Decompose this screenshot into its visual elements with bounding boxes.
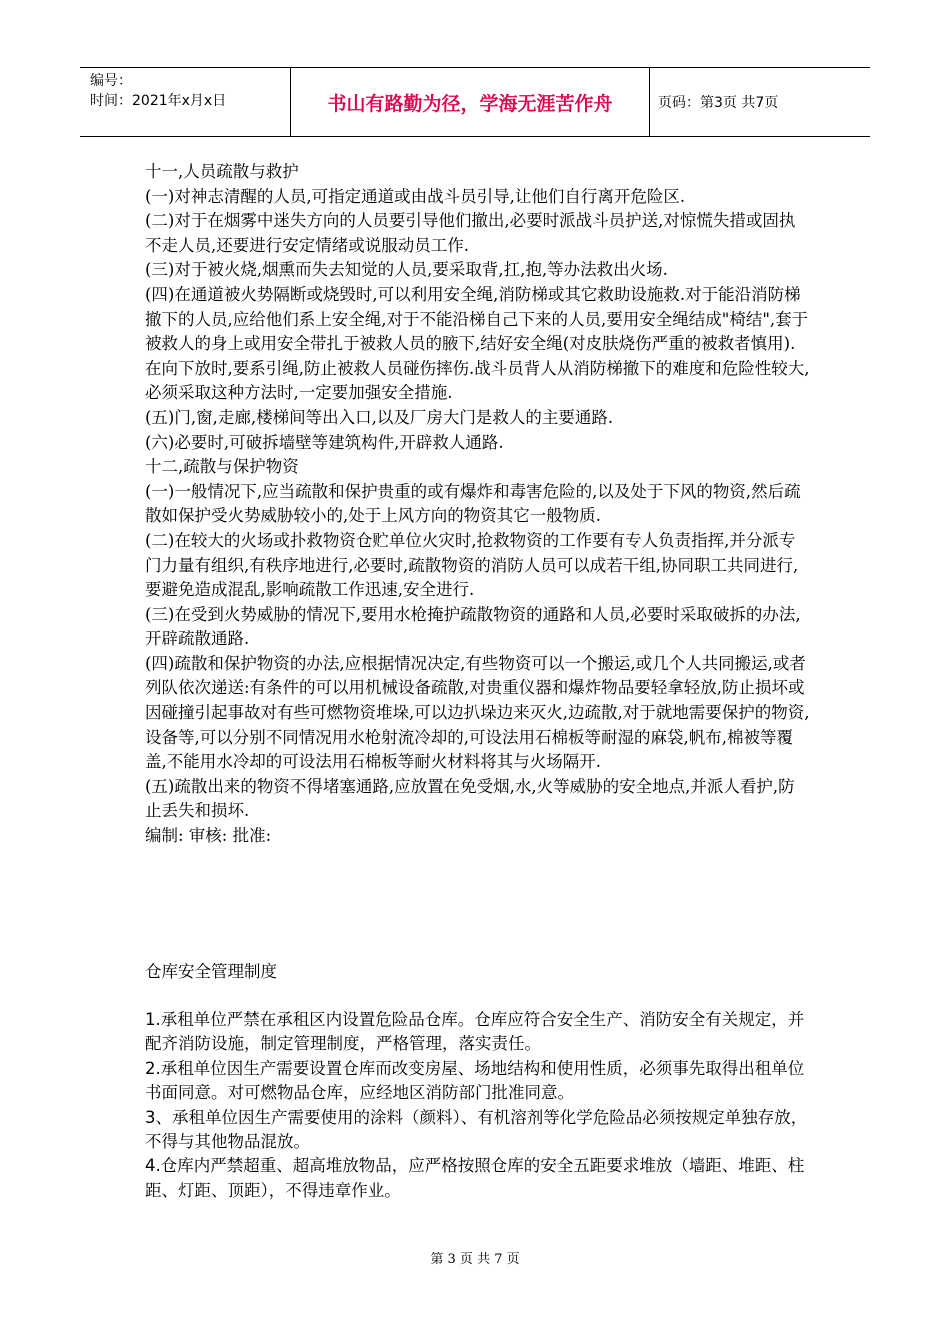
paragraph: (一)一般情况下,应当疏散和保护贵重的或有爆炸和毒害危险的,以及处于下风的物资,然后疏散如保护受火势威胁较小的,处于上风方向的物资其它一般物质. <box>145 481 801 526</box>
document-time-label: 时间：2021年x月x日 <box>90 93 227 109</box>
header-motto: 书山有路勤为径，学海无涯苦作舟 <box>290 68 650 136</box>
paragraph: (三)在受到火势威胁的情况下,要用水枪掩护疏散物资的通路和人员,必要时采取破拆的办法,开辟疏散通路. <box>145 604 801 649</box>
paragraph: (四)在通道被火势隔断或烧毁时,可以利用安全绳,消防梯或其它救助设施救.对于能沿消防梯撤下的人员,应给他们系上安全绳,对于不能沿梯自己下来的人员,要用安全绳结成"椅结",套于被救人的身上或用安全带扎于被救人员的腋下,结好安全绳(对皮肤烧伤严重的被救者慎用).在向下放时,要系引绳,防止被救人员碰伤摔伤.战斗员背人从消防梯撤下的难度和危险性较大,必须采取这种方法时,一定要加强安全措施. <box>145 284 810 403</box>
header-page-info: 页码：第3页 共7页 <box>658 95 779 111</box>
paragraph: (二)在较大的火场或扑救物资仓贮单位火灾时,抢救物资的工作要有专人负责指挥,并分派专门力量有组织,有秩序地进行,必要时,疏散物资的消防人员可以成若干组,协同职工共同进行,要避免造成混乱,影响疏散工作迅速,安全进行. <box>145 530 799 600</box>
paragraph: (五)门,窗,走廊,楼梯间等出入口,以及厂房大门是救人的主要通路. <box>145 407 614 427</box>
paragraph: (一)对神志清醒的人员,可指定通道或由战斗员引导,让他们自行离开危险区. <box>145 186 686 206</box>
document-number-label: 编号： <box>90 73 132 89</box>
paragraph: (六)必要时,可破拆墙壁等建筑构件,开辟救人通路. <box>145 432 504 452</box>
section-title: 十一,人员疏散与救护 <box>145 162 299 181</box>
policy-item: 4.仓库内严禁超重、超高堆放物品，应严格按照仓库的安全五距要求堆放（墙距、堆距、柱距、灯距、顶距），不得违章作业。 <box>145 1156 805 1200</box>
paragraph: (四)疏散和保护物资的办法,应根据情况决定,有些物资可以一个搬运,或几个人共同搬运,或者列队依次递送:有条件的可以用机械设备疏散,对贵重仪器和爆炸物品要轻拿轻放,防止损坏或因碰撞引起事故对有些可燃物资堆垛,可以边扒垛边来灭火,边疏散,对于就地需要保护的物资,设备等,可以分别不同情况用水枪射流冷却的,可设法用石棉板等耐湿的麻袋,帆布,棉被等覆盖,不能用水冷却的可设法用石棉板等耐火材料将其与火场隔开. <box>145 653 810 772</box>
warehouse-policy-title: 仓库安全管理制度 <box>145 962 277 981</box>
paragraph: (二)对于在烟雾中迷失方向的人员要引导他们撤出,必要时派战斗员护送,对惊慌失措或固执不走人员,还要进行安定情绪或说服动员工作. <box>145 211 796 255</box>
paragraph: (五)疏散出来的物资不得堵塞通路,应放置在免受烟,水,火等威胁的安全地点,并派人看护,防止丢失和损坏. <box>145 776 795 821</box>
warehouse-policy-body <box>145 1008 810 1203</box>
page-header <box>80 67 870 137</box>
policy-item: 3、承租单位因生产需要使用的涂料（颜料）、有机溶剂等化学危险品必须按规定单独存放，不得与其他物品混放。 <box>145 1107 808 1152</box>
document-body <box>145 160 810 849</box>
section-title: 十二,疏散与保护物资 <box>145 457 299 477</box>
page-footer: 第 3 页 共 7 页 <box>430 1252 520 1267</box>
signoff-line: 编制: 审核: 批准: <box>145 826 272 846</box>
policy-item: 2.承租单位因生产需要设置仓库而改变房屋、场地结构和使用性质，必须事先取得出租单位书面同意。对可燃物品仓库，应经地区消防部门批准同意。 <box>145 1058 805 1103</box>
paragraph: (三)对于被火烧,烟熏而失去知觉的人员,要采取背,扛,抱,等办法救出火场. <box>145 260 668 280</box>
policy-item: 1.承租单位严禁在承租区内设置危险品仓库。仓库应符合安全生产、消防安全有关规定，并配齐消防设施，制定管理制度，严格管理，落实责任。 <box>145 1010 805 1054</box>
header-meta <box>80 68 290 136</box>
